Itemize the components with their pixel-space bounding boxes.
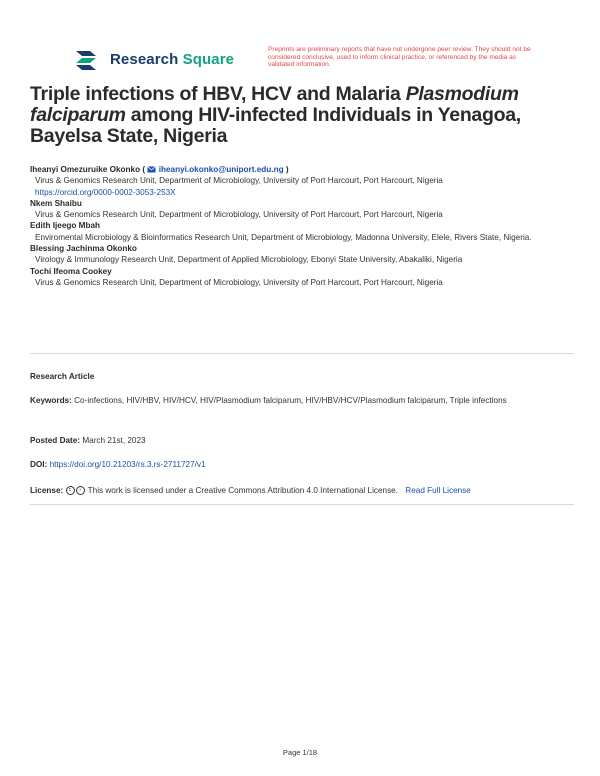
doi-label: DOI: xyxy=(30,460,48,469)
posted-date-value: March 21st, 2023 xyxy=(82,436,146,445)
author-affiliation: Enviromental Microbiology & Bioinformatics Research Unit, Department of Microbiology, Madonna University, Elele, Rivers State, Nigeria. xyxy=(35,232,532,242)
author-affiliation: Virus & Genomics Research Unit, Department of Microbiology, University of Port Harcourt, Port Harcourt, Nigeria xyxy=(35,277,443,287)
license xyxy=(30,484,570,497)
author-affiliation: Virology & Immunology Research Unit, Department of Applied Microbiology, Ebonyi State University, Abakaliki, Nigeria xyxy=(35,255,463,265)
title-part-1: Triple infections of HBV, HCV and Malaria xyxy=(30,83,406,105)
posted-date-label: Posted Date: xyxy=(30,436,81,445)
research-square-logo-mark-icon xyxy=(74,47,104,71)
orcid-link[interactable]: https://orcid.org/0000-0002-3053-253X xyxy=(35,187,176,197)
logo-text xyxy=(110,51,234,68)
author-name: Tochi Ifeoma Cookey xyxy=(30,266,112,276)
logo-text-a: Research xyxy=(110,50,179,68)
author-name-1: Iheanyi Omezuruike Okonko xyxy=(30,165,141,174)
license-text: This work is licensed under a Creative Commons Attribution 4.0 International License. xyxy=(87,486,399,495)
email-open: ( xyxy=(140,165,146,174)
article-title xyxy=(30,84,550,147)
article-type-label: Research Article xyxy=(30,372,95,381)
keywords xyxy=(30,394,570,407)
title-italic: Plasmodium falciparum xyxy=(30,83,519,126)
author-affiliation: Virus & Genomics Research Unit, Department of Microbiology, University of Port Harcourt, Port Harcourt, Nigeria xyxy=(35,176,443,186)
keywords-label: Keywords: xyxy=(30,396,72,405)
attribution-icon: i xyxy=(76,486,85,495)
author-email: iheanyi.okonko@uniport.edu.ng xyxy=(158,165,284,174)
divider xyxy=(30,504,574,505)
email-link[interactable] xyxy=(147,165,285,174)
author-name: Edith Ijeego Mbah xyxy=(30,221,101,231)
author-affiliation: Virus & Genomics Research Unit, Department of Microbiology, University of Port Harcourt, Port Harcourt, Nigeria xyxy=(35,210,443,220)
logo-text-b: Square xyxy=(182,50,235,68)
divider xyxy=(30,353,574,354)
article-type xyxy=(30,370,570,383)
email-close: ) xyxy=(285,165,289,174)
title-part-2: among HIV-infected Individuals in Yenagoa, Bayelsa State, Nigeria xyxy=(30,104,521,147)
research-square-logo xyxy=(74,47,234,71)
author-name xyxy=(30,164,570,175)
author-name: Blessing Jachinma Okonko xyxy=(30,244,137,254)
author-name: Nkem Shaibu xyxy=(30,198,82,208)
author-list xyxy=(30,164,570,288)
doi-link[interactable]: https://doi.org/10.21203/rs.3.rs-2711727/v1 xyxy=(49,460,206,469)
envelope-icon xyxy=(147,166,156,173)
page-number: Page 1/18 xyxy=(282,748,318,757)
license-label: License: xyxy=(30,486,64,495)
doi xyxy=(30,458,570,471)
posted-date xyxy=(30,434,570,447)
read-full-license-link[interactable]: Read Full License xyxy=(405,486,471,495)
keywords-text: Co-infections, HIV/HBV, HIV/HCV, HIV/Plasmodium falciparum, HIV/HBV/HCV/Plasmodium falciparum, Triple infections xyxy=(74,396,507,405)
creative-commons-icon: c xyxy=(66,486,75,495)
preprint-disclaimer: Preprints are preliminary reports that have not undergone peer review. They should not be considered conclusive, used to inform clinical practice, or referenced by the media as validated information. xyxy=(268,46,531,69)
